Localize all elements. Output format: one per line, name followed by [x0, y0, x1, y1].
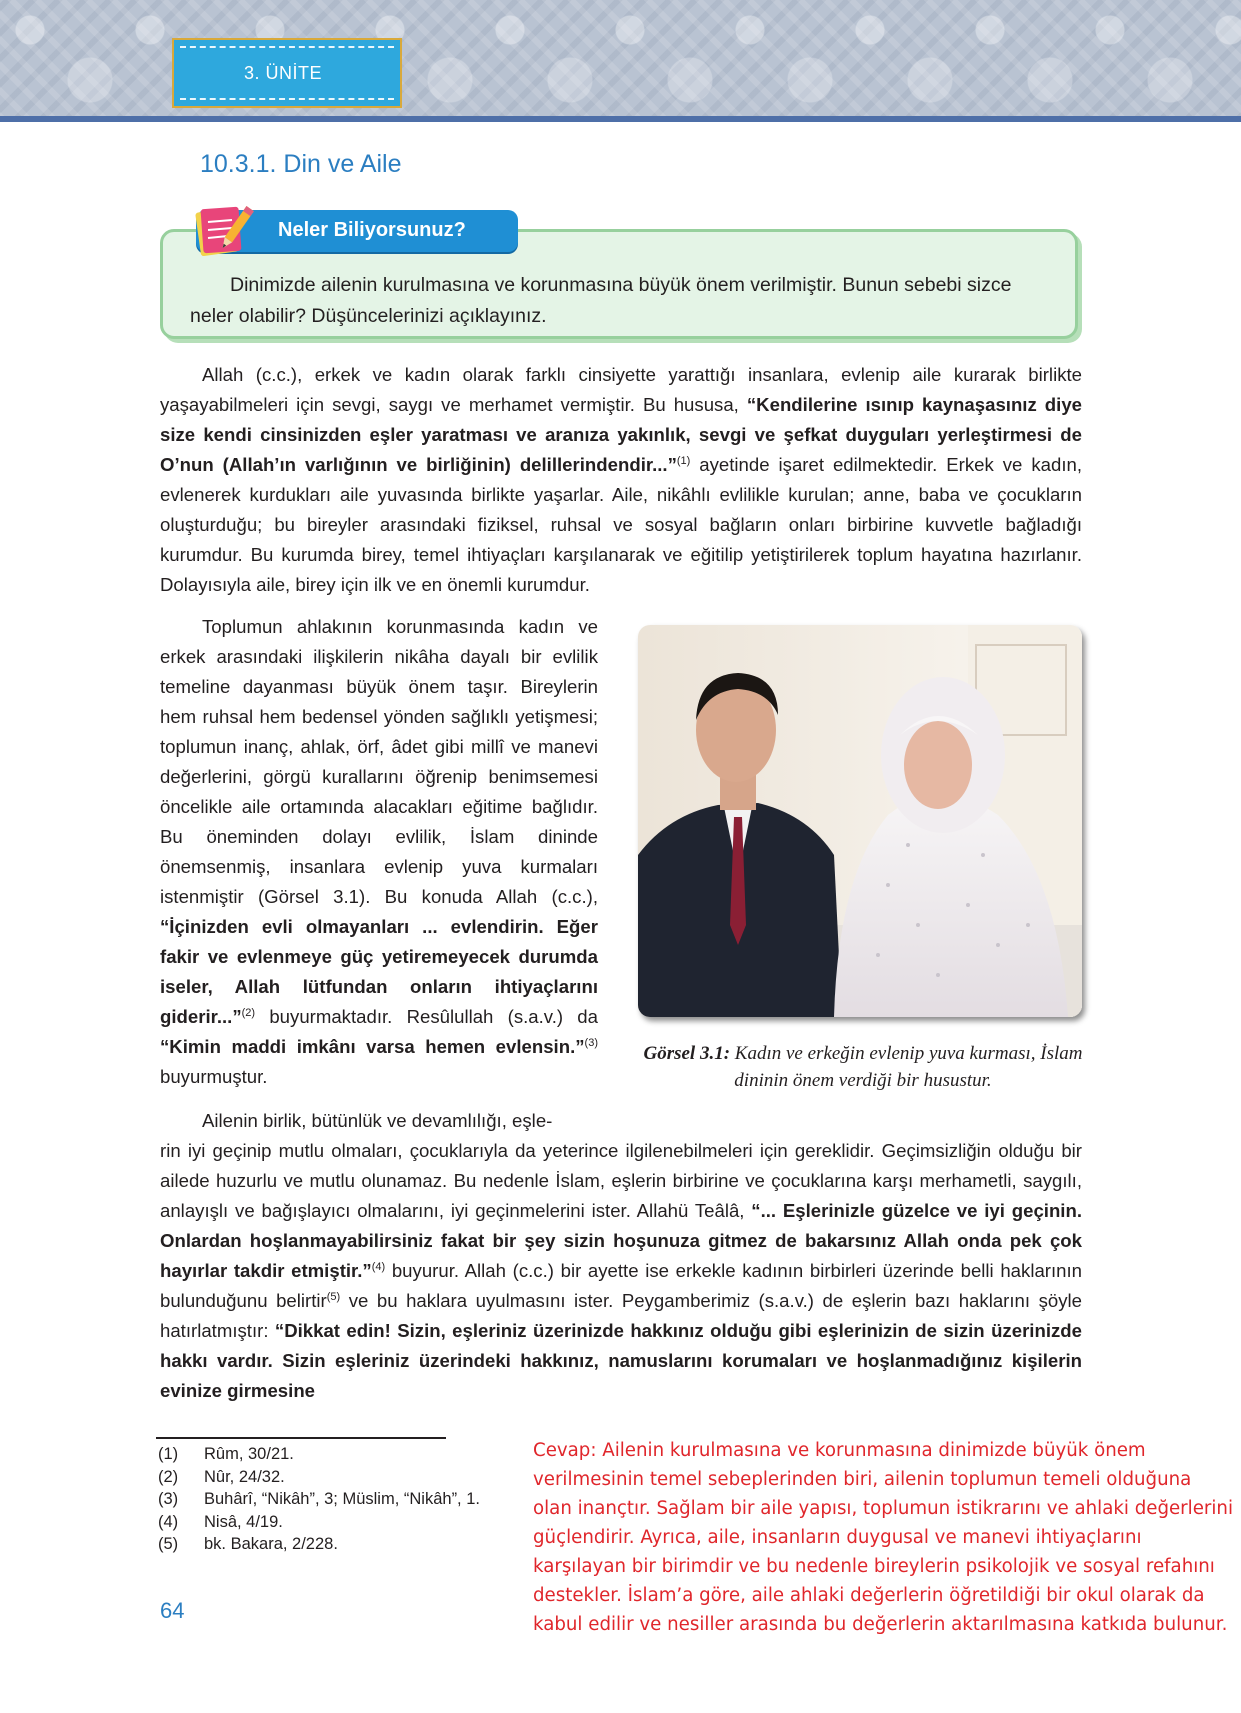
- section-title: 10.3.1. Din ve Aile: [200, 150, 402, 178]
- paragraph-1: Allah (c.c.), erkek ve kadın olarak farklı cinsiyette yarattığı insanlara, evlenip aile kurarak birlikte yaşayabilmeleri için sevgi, saygı ve merhamet vermiştir. Bu hususa, “Kendilerine ısınıp kaynaşasınız diye size kendi cinsinizden eşler yaratması ve aranıza yakınlık, sevgi ve şefkat duyguları yerleştirmesi de O’nun (Allah’ın varlığının ve birliğinin) delillerindendir...”$^{(1)}$ ayetinde işaret edilmektedir. Erkek ve kadın, evlenerek kurdukları aile yuvasında birlikte yaşarlar. Aile, nikâhlı evlilikle kurulan; anne, baba ve çocukların oluşturduğu; bu bireyler arasındaki fiziksel, ruhsal ve sosyal bağların onları birbirine kuvvetle bağladığı kurumdur. Bu kurumda birey, temel ihtiyaçları karşılanarak ve eğitilip yetiştirilerek toplum hayatına hazırlanır. Dolayısıyla aile, birey için ilk ve en önemli kurumdur.: [160, 364, 1082, 595]
- quote-ayet-2: “İçinizden evli olmayanları ... evlendirin. Eğer fakir ve evlenmeye güç yetiremeyecek durumda iseler, Allah lütfundan onların ihtiyaçlarını giderir...”: [160, 916, 598, 1027]
- badge-label: Neler Biliyorsunuz?: [278, 219, 466, 241]
- footnote-item: (1) Rûm, 30/21.: [158, 1445, 294, 1463]
- quote-ayet-3: “... Eşlerinizle güzelce ve iyi geçinin. Onlardan hoşlanmayabilirsiniz fakat bir şey sizin hoşunuza gitmez de bakarsınız Allah onda pek çok hayırlar takdir etmiştir.”: [160, 1200, 1082, 1281]
- info-question: Dinimizde ailenin kurulmasına ve korunmasına büyük önem verilmiştir. Bunun sebebi sizce neler olabilir? Düşüncelerinizi açıklayınız.: [190, 274, 1012, 327]
- footnote-item: (2) Nûr, 24/32.: [158, 1467, 285, 1486]
- figure-caption: Görsel 3.1: Kadın ve erkeğin evlenip yuva kurması, İslam dininin önem verdiği bir husustur.: [643, 1043, 1083, 1091]
- paragraph-2: Toplumun ahlakının korunmasında kadın ve erkek arasındaki ilişkilerin nikâha dayalı bir evlilik temeline dayanması büyük önem taşır. Bireylerin hem ruhsal hem bedensel yönden sağlıklı yetişmesi; toplumun inanç, ahlak, örf, âdet gibi millî ve manevi değerlerini, görgü kurallarını öğrenip benimsemesi öncelikle aile ortamında alacakları eğitime bağlıdır. Bu öneminden dolayı evlilik, İslam dininde önemsenmiş, insanlara evlenip yuva kurmaları istenmiştir (Görsel 3.1). Bu konuda Allah (c.c.), “İçinizden evli olmayanları ... evlendirin. Eğer fakir ve evlenmeye güç yetiremeyecek durumda iseler, Allah lütfundan onların ihtiyaçlarını giderir...”$^{(2)}$ buyurmaktadır. Resûlullah (s.a.v.) da “Kimin maddi imkânı varsa hemen evlensin.”$^{(3)}$ buyurmuştur.: [160, 616, 598, 1087]
- paragraph-3: rin iyi geçinip mutlu olmaları, çocuklarıyla da yeterince ilgilenebilmeleri için gereklidir. Geçimsizliğin olduğu bir ailede huzurlu ve mutlu olunamaz. Bu nedenle İslam, eşlerin birbirine ve çocuklarına karşı merhametli, saygılı, anlayışlı ve bağışlayıcı olmalarını, iyi geçinmelerini ister. Allahü Teâlâ, “... Eşlerinizle güzelce ve iyi geçinin. Onlardan hoşlanmayabilirsiniz fakat bir şey sizin hoşunuza gitmez de bakarsınız Allah onda pek çok hayırlar takdir etmiştir.”$^{(4)}$ buyurur. Allah (c.c.) bir ayette ise erkekle kadının birbirleri üzerinde belli haklarının bulunduğunu belirtir$^{(5)}$ ve bu haklara uyulmasını ister. Peygamberimiz (s.a.v.) de eşlerin bazı haklarını şöyle hatırlatmıştır: “Dikkat edin! Sizin, eşleriniz üzerinizde hakkınız olduğu gibi eşlerinizin de sizin üzerinizde hakkı vardır. Sizin eşleriniz üzerindeki hakkınız, namuslarını korumaları ve hoşlanmadığınız kişilerin evinize girmesine: [160, 1140, 1082, 1401]
- footnote-divider: [156, 1437, 446, 1439]
- unit-tab: [172, 38, 402, 108]
- page-number: 64: [160, 1598, 185, 1623]
- footnote-item: (3) Buhârî, “Nikâh”, 3; Müslim, “Nikâh”, 1.: [158, 1490, 480, 1508]
- quote-hadith-2: “Dikkat edin! Sizin, eşleriniz üzerinizde hakkınız olduğu gibi eşlerinizin de sizin üzerinizde hakkı vardır. Sizin eşleriniz üzerindeki hakkınız, namuslarını korumaları ve hoşlanmadığınız kişilerin evinize girmesine: [160, 1320, 1082, 1401]
- figure-label: Görsel 3.1:: [643, 1043, 731, 1064]
- paragraph-3-first-line: Ailenin birlik, bütünlük ve devamlılığı, eşle-: [202, 1110, 553, 1131]
- quote-ayet-1: “Kendilerine ısınıp kaynaşasınız diye size kendi cinsinizden eşler yaratması ve aranıza yakınlık, sevgi ve şefkat duyguları yerleştirmesi de O’nun (Allah’ın varlığının ve birliğinin) delillerindendir...”: [160, 394, 1082, 475]
- footnote-item: (4) Nisâ, 4/19.: [158, 1512, 283, 1531]
- footnotes: [158, 1443, 480, 1556]
- header-divider: [0, 116, 1241, 122]
- unit-label: 3. ÜNİTE: [244, 62, 323, 83]
- footnote-item: (5) bk. Bakara, 2/228.: [158, 1535, 338, 1553]
- wedding-couple-photo: [638, 625, 1082, 1017]
- quote-hadith-1: “Kimin maddi imkânı varsa hemen evlensin.”: [160, 1036, 585, 1057]
- notepad-pencil-icon: [192, 200, 258, 260]
- answer-text: Cevap: Ailenin kurulmasına ve korunmasına dinimizde büyük önem verilmesinin temel sebeplerinden biri, ailenin toplumun temeli olduğuna olan inançtır. Sağlam bir aile yapısı, toplumun istikrarını ve ahlaki değerlerini güçlendirir. Ayrıca, aile, insanların duygusal ve manevi ihtiyaçlarını karşılayan bir birimdir ve bu nedenle bireylerin psikolojik ve sosyal refahını destekler. İslam’a göre, aile ahlaki değerlerin öğretildiği bir okul olarak da kabul edilir ve nesiller arasında bu değerlerin aktarılmasına katkıda bulunur.: [533, 1440, 1234, 1635]
